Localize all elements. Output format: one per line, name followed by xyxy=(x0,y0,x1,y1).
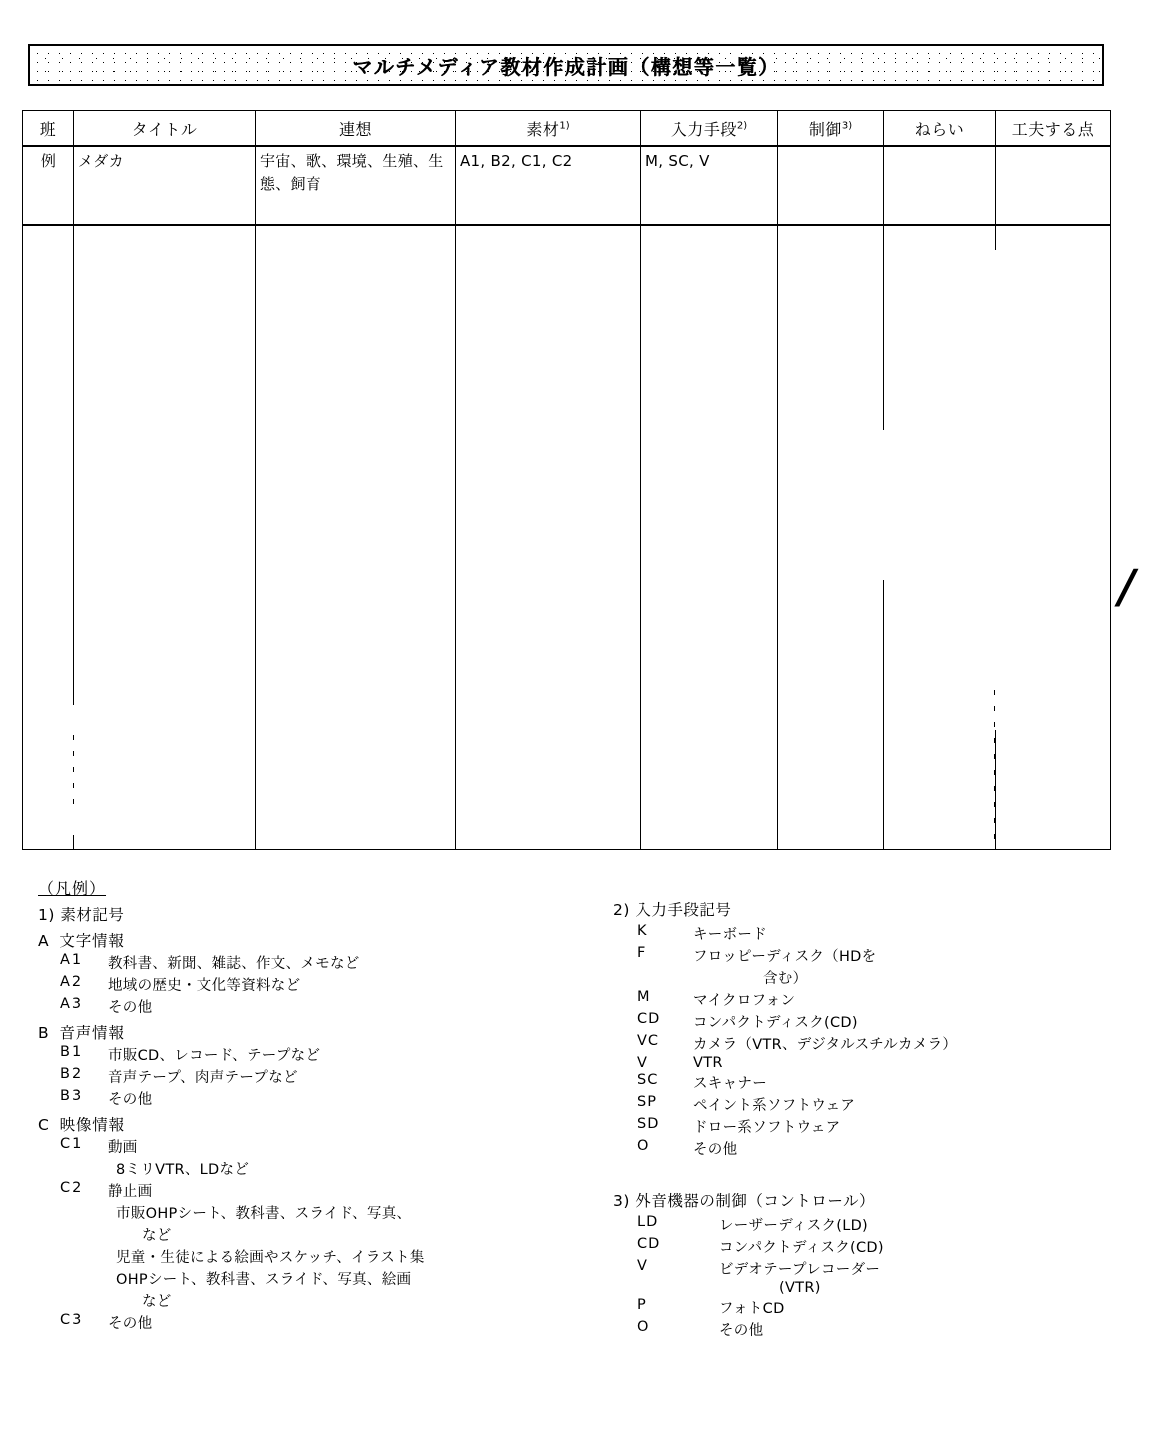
column-header-devise: 工夫する点 xyxy=(996,111,1111,147)
legend-item-code: K xyxy=(637,923,648,939)
legend-item-code: B3 xyxy=(60,1088,84,1104)
cell-aim[interactable] xyxy=(884,146,996,225)
scan-artifact-faded-rule xyxy=(994,250,996,730)
column-header-association: 連想 xyxy=(256,111,456,147)
legend-group-code: B xyxy=(38,1024,50,1042)
legend-item-text: 地域の歴史・文化等資料など xyxy=(108,978,301,994)
legend-item xyxy=(38,1312,578,1333)
legend-item-code: A3 xyxy=(60,996,84,1012)
document-title-banner xyxy=(28,44,1104,86)
cell-material[interactable]: A1, B2, C1, C2 xyxy=(456,146,641,225)
legend-item xyxy=(38,952,578,973)
legend-item-text: キーボード xyxy=(693,927,767,943)
table-header-row xyxy=(23,111,1111,147)
legend-item xyxy=(38,1136,578,1157)
legend-item xyxy=(38,1202,578,1223)
legend-item-code: CD xyxy=(637,1236,661,1252)
legend-item xyxy=(38,1180,578,1201)
legend-item xyxy=(613,1214,1133,1235)
cell-devise[interactable] xyxy=(996,146,1111,225)
legend-item xyxy=(613,1094,1133,1115)
legend-item-text: 市販OHPシート、教科書、スライド、写真、 xyxy=(116,1206,412,1222)
legend-item-text: 含む） xyxy=(763,971,808,987)
column-header-control: 制御$^{3)}$ xyxy=(778,111,884,147)
legend-item-code: A2 xyxy=(60,974,84,990)
legend-item-code: O xyxy=(637,1138,650,1154)
legend-item-text: その他 xyxy=(719,1323,764,1339)
cell-input[interactable] xyxy=(641,225,778,850)
legend-section-title-materials: 1) 素材記号 xyxy=(38,906,125,924)
legend-item-text: フォトCD xyxy=(719,1301,785,1317)
scan-artifact-dashed-rule xyxy=(73,735,74,805)
legend-item xyxy=(38,974,578,995)
legend-item xyxy=(38,1088,578,1109)
legend-item-text: OHPシート、教科書、スライド、写真、絵画 xyxy=(116,1272,412,1288)
legend-item-text: 8ミリVTR、LDなど xyxy=(116,1162,250,1178)
cell-association[interactable] xyxy=(256,225,456,850)
legend-item-text: VTR xyxy=(693,1055,723,1071)
legend-item xyxy=(613,1319,1133,1340)
legend-item-text: その他 xyxy=(108,1316,153,1332)
legend-item-text: スキャナー xyxy=(693,1076,767,1092)
legend-item-text: ペイント系ソフトウェア xyxy=(693,1098,856,1114)
legend-item xyxy=(38,1224,578,1245)
legend-column-right xyxy=(613,898,1133,1341)
legend-item-code: V xyxy=(637,1055,648,1071)
legend-item-code: F xyxy=(637,945,647,961)
legend-item-text: その他 xyxy=(108,1092,153,1108)
legend-section-title-input: 2) 入力手段記号 xyxy=(613,901,732,919)
legend-item-text: カメラ（VTR、デジタルスチルカメラ） xyxy=(693,1037,958,1053)
legend-item xyxy=(613,1280,1133,1296)
cell-aim[interactable] xyxy=(884,225,996,850)
cell-han[interactable]: 例 xyxy=(23,146,74,225)
scan-artifact-faded-rule xyxy=(882,430,884,580)
legend-item-text: マイクロフォン xyxy=(693,993,796,1009)
legend-item xyxy=(38,1290,578,1311)
plan-table xyxy=(22,110,1111,850)
legend-item-text: レーザーディスク(LD) xyxy=(719,1218,868,1234)
legend-item-text: 児童・生徒による絵画やスケッチ、イラスト集 xyxy=(116,1250,425,1266)
legend-item xyxy=(613,967,1133,988)
legend-item xyxy=(613,1055,1133,1071)
legend-group-code: A xyxy=(38,932,50,950)
legend-item-code: SD xyxy=(637,1116,660,1132)
cell-control[interactable] xyxy=(778,146,884,225)
legend-item xyxy=(613,1236,1133,1257)
legend-group-name: 映像情報 xyxy=(59,1116,125,1134)
legend-item-code: C3 xyxy=(60,1312,84,1328)
cell-association[interactable]: 宇宙、歌、環境、生殖、生態、飼育 xyxy=(256,146,456,225)
legend-item xyxy=(613,1116,1133,1137)
legend-item xyxy=(613,945,1133,966)
cell-han[interactable] xyxy=(23,225,74,850)
legend-column-left xyxy=(38,876,578,1334)
legend-item xyxy=(613,923,1133,944)
legend-group-name: 文字情報 xyxy=(59,932,125,950)
column-header-title: タイトル xyxy=(74,111,256,147)
legend-group-code: C xyxy=(38,1116,50,1134)
legend-item-text: 音声テープ、肉声テープなど xyxy=(108,1070,298,1086)
legend-item xyxy=(38,1044,578,1065)
legend-item-code: CD xyxy=(637,1011,661,1027)
legend-item-code: P xyxy=(637,1297,647,1313)
legend-item-code: O xyxy=(637,1319,650,1335)
legend-item-code: M xyxy=(637,989,651,1005)
legend-item xyxy=(38,1246,578,1267)
column-header-han: 班 xyxy=(23,111,74,147)
legend-item-text: その他 xyxy=(108,1000,153,1016)
legend-item xyxy=(613,1297,1133,1318)
legend-item xyxy=(613,1138,1133,1159)
cell-devise[interactable] xyxy=(996,225,1111,850)
legend-item xyxy=(613,1258,1133,1279)
legend-item-code: B1 xyxy=(60,1044,84,1060)
legend-item xyxy=(613,1033,1133,1054)
cell-material[interactable] xyxy=(456,225,641,850)
legend-item-code: V xyxy=(637,1258,648,1274)
legend-item-text: ビデオテープレコーダー xyxy=(719,1262,881,1278)
cell-input[interactable]: M, SC, V xyxy=(641,146,778,225)
legend-item-text: (VTR) xyxy=(779,1280,821,1296)
legend-item-text: 動画 xyxy=(108,1140,138,1156)
legend-section-title-control: 3) 外音機器の制御（コントロール） xyxy=(613,1192,876,1210)
legend-item-text: 市販CD、レコード、テープなど xyxy=(108,1048,321,1064)
legend-item-code: SC xyxy=(637,1072,659,1088)
legend-item-text: など xyxy=(142,1294,172,1310)
legend-item-code: A1 xyxy=(60,952,84,968)
legend-item xyxy=(613,1011,1133,1032)
legend-item xyxy=(38,1158,578,1179)
legend-item-text: フロッピーディスク（HDを xyxy=(693,949,877,965)
legend-item-code: B2 xyxy=(60,1066,84,1082)
legend-item-code: C1 xyxy=(60,1136,84,1152)
legend-group-b xyxy=(38,1021,578,1043)
cell-control[interactable] xyxy=(778,225,884,850)
legend-item xyxy=(38,1268,578,1289)
legend-item xyxy=(613,1072,1133,1093)
legend-item-text: その他 xyxy=(693,1142,738,1158)
handwritten-slash-mark: / xyxy=(1118,559,1135,613)
legend-item-text: 静止画 xyxy=(108,1184,153,1200)
legend-heading: （凡例） xyxy=(38,879,107,898)
legend-item-code: VC xyxy=(637,1033,660,1049)
page-title: マルチメディア教材作成計画（構想等一覧） xyxy=(352,54,780,79)
legend-item xyxy=(38,996,578,1017)
table-row xyxy=(23,225,1111,850)
legend-group-a xyxy=(38,929,578,951)
legend-group-name: 音声情報 xyxy=(59,1024,125,1042)
table-row xyxy=(23,146,1111,225)
legend-item xyxy=(38,1066,578,1087)
scan-artifact-dashed-rule xyxy=(994,690,995,840)
column-header-material: 素材$^{1)}$ xyxy=(456,111,641,147)
legend-item-text: コンパクトディスク(CD) xyxy=(693,1015,858,1031)
legend-group-c xyxy=(38,1113,578,1135)
legend-item-text: など xyxy=(142,1228,172,1244)
legend-item-text: 教科書、新聞、雑誌、作文、メモなど xyxy=(108,956,360,972)
legend-item-text: コンパクトディスク(CD) xyxy=(719,1240,884,1256)
legend-item-text: ドロー系ソフトウェア xyxy=(693,1120,841,1136)
legend-item-code: SP xyxy=(637,1094,657,1110)
legend-item xyxy=(613,989,1133,1010)
legend-item-code: LD xyxy=(637,1214,659,1230)
column-header-aim: ねらい xyxy=(884,111,996,147)
legend-item-code: C2 xyxy=(60,1180,84,1196)
cell-title[interactable]: メダカ xyxy=(74,146,256,225)
cell-title[interactable] xyxy=(74,225,256,850)
column-header-input: 入力手段$^{2)}$ xyxy=(641,111,778,147)
